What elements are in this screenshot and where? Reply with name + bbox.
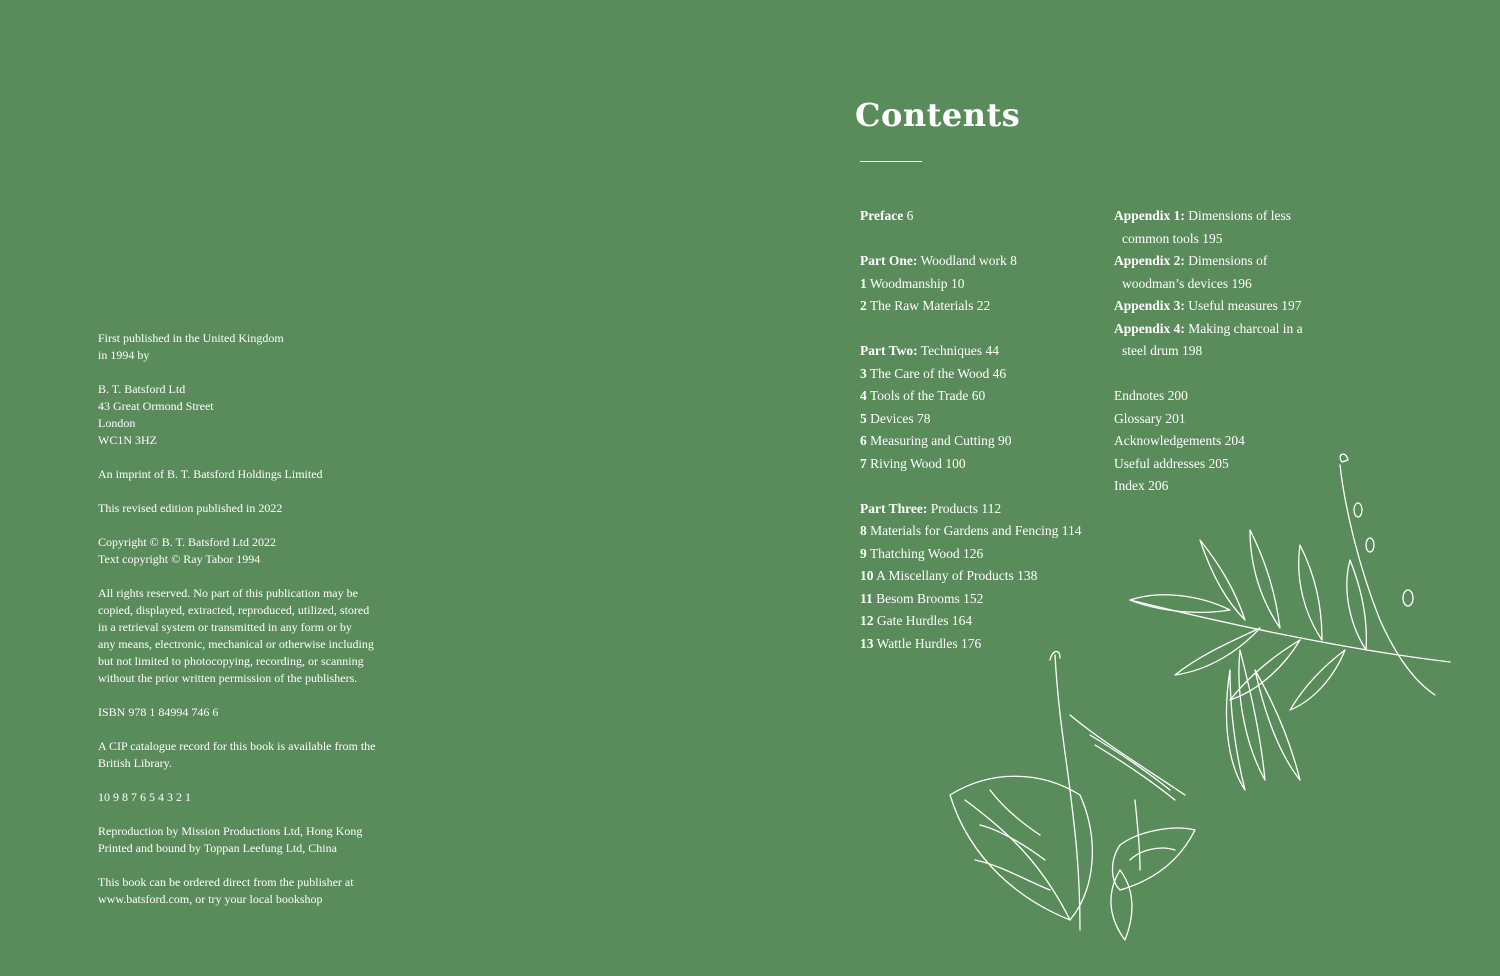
entry-page: 22 [976, 298, 991, 313]
entry-title: steel drum [1122, 343, 1179, 358]
imprint-paragraph: This revised edition published in 2022 [98, 501, 283, 515]
imprint-paragraph: First published in the United Kingdom in 1994 by [98, 331, 284, 362]
contents-entry [860, 340, 1110, 363]
entry-page: 78 [916, 410, 931, 426]
entry-lead: 11 [860, 590, 873, 606]
entry-lead: 3 [860, 365, 867, 381]
entry-title: woodman’s devices [1122, 275, 1229, 291]
imprint-paragraph: Copyright © B. T. Batsford Ltd 2022 Text copyright © Ray Tabor 1994 [98, 535, 277, 566]
entry-title: Thatching Wood [869, 545, 960, 561]
title-divider [860, 161, 922, 162]
entry-title: Riving Wood [870, 455, 942, 471]
entry-page: 60 [971, 388, 986, 403]
entry-title: Endnotes [1114, 388, 1165, 403]
entry-title: The Care of the Wood [869, 365, 990, 381]
imprint-paragraph: All rights reserved. No part of this publication may be copied, displayed, extracted, reproduced, utilized, stored in a retrieval system or transmitted in any form or by any means, electronic, mechanical or otherwise including but not limited to photocopying, recording, or scanning without the prior written permission of the publishers. [98, 586, 374, 685]
botanical-line-drawing-icon [930, 450, 1460, 950]
entry-title: Making charcoal in a [1188, 320, 1303, 336]
entry-lead: 7 [860, 455, 867, 471]
entry-lead: 5 [860, 410, 867, 426]
entry-page: 196 [1231, 275, 1252, 291]
entry-page: 164 [951, 613, 973, 628]
entry-page: 90 [998, 433, 1012, 448]
entry-title: Tools of the Trade [869, 388, 969, 403]
entry-page: 205 [1208, 455, 1229, 471]
imprint-paragraph: This book can be ordered direct from the publisher at www.batsford.com, or try your local bookshop [98, 875, 354, 906]
entry-page: 114 [1061, 523, 1082, 538]
entry-lead: Part Two: [860, 343, 918, 358]
entry-lead: 2 [860, 298, 867, 313]
contents-entry [860, 205, 1110, 228]
entry-lead: 8 [860, 523, 867, 538]
entry-page: 176 [961, 635, 982, 651]
entry-lead: 1 [860, 275, 867, 291]
contents-entry [860, 273, 1110, 296]
contents-gap [860, 318, 1110, 341]
imprint-paragraph: B. T. Batsford Ltd 43 Great Ormond Street London WC1N 3HZ [98, 382, 214, 447]
contents-entry [860, 385, 1110, 408]
entry-lead: 4 [860, 388, 867, 403]
entry-lead: Preface [860, 208, 904, 223]
entry-title: Glossary [1114, 410, 1162, 426]
entry-title: Useful addresses [1114, 455, 1206, 471]
entry-page: 152 [963, 590, 984, 606]
entry-title: Useful measures [1188, 298, 1278, 313]
imprint-paragraph: A CIP catalogue record for this book is available from the British Library. [98, 739, 376, 770]
contents-entry [860, 250, 1110, 273]
entry-lead: 9 [860, 545, 867, 561]
entry-page: 206 [1148, 478, 1169, 493]
entry-page: 8 [1010, 253, 1017, 268]
entry-title: A Miscellany of Products [876, 568, 1014, 583]
entry-title: Products [930, 500, 978, 516]
entry-title: Wattle Hurdles [876, 635, 958, 651]
entry-lead: Part One: [860, 253, 918, 268]
entry-page: 201 [1165, 410, 1186, 426]
entry-title: Woodland work [920, 253, 1007, 268]
contents-entry [1114, 228, 1344, 251]
entry-lead: Appendix 1: [1114, 208, 1185, 223]
contents-gap [1114, 363, 1344, 386]
entry-lead: Appendix 3: [1114, 298, 1185, 313]
contents-entry [1114, 205, 1344, 228]
entry-title: Gate Hurdles [876, 613, 949, 628]
imprint-paragraph: An imprint of B. T. Batsford Holdings Limited [98, 467, 323, 481]
contents-entry [1114, 385, 1344, 408]
entry-title: Materials for Gardens and Fencing [870, 523, 1059, 538]
entry-title: Devices [870, 410, 914, 426]
imprint-paragraph: 10 9 8 7 6 5 4 3 2 1 [98, 790, 191, 804]
entry-lead: Appendix 2: [1114, 253, 1185, 268]
contents-entry [860, 363, 1110, 386]
entry-title: Measuring and Cutting [870, 433, 995, 448]
entry-page: 10 [950, 275, 965, 291]
contents-entry [1114, 250, 1344, 273]
entry-page: 138 [1017, 568, 1038, 583]
contents-title: Contents [855, 96, 1021, 134]
entry-page: 112 [981, 500, 1002, 516]
entry-lead: 13 [860, 635, 874, 651]
entry-page: 6 [906, 208, 914, 223]
entry-page: 46 [992, 365, 1007, 381]
entry-title: Index [1114, 478, 1145, 493]
entry-title: Dimensions of less [1188, 208, 1292, 223]
entry-title: The Raw Materials [869, 298, 974, 313]
entry-page: 200 [1167, 388, 1188, 403]
imprint-page [98, 330, 418, 925]
entry-lead: Part Three: [860, 500, 928, 516]
entry-lead: Appendix 4: [1114, 320, 1185, 336]
entry-page: 100 [945, 455, 966, 471]
contents-entry [860, 295, 1110, 318]
entry-title: Woodmanship [869, 275, 948, 291]
entry-page: 44 [985, 343, 999, 358]
entry-page: 204 [1224, 433, 1245, 448]
contents-entry [1114, 273, 1344, 296]
entry-title: Techniques [920, 343, 983, 358]
entry-page: 197 [1281, 298, 1302, 313]
entry-title: Besom Brooms [876, 590, 960, 606]
contents-gap [860, 228, 1110, 251]
entry-page: 126 [963, 545, 984, 561]
contents-entry [860, 408, 1110, 431]
entry-title: Acknowledgements [1114, 433, 1222, 448]
entry-lead: 12 [860, 613, 874, 628]
imprint-paragraph: ISBN 978 1 84994 746 6 [98, 705, 219, 719]
entry-lead: 10 [860, 568, 874, 583]
imprint-paragraph: Reproduction by Mission Productions Ltd, Hong Kong Printed and bound by Toppan Leefung Ltd, China [98, 824, 363, 855]
contents-entry [1114, 295, 1344, 318]
entry-lead: 6 [860, 433, 867, 448]
entry-page: 195 [1202, 230, 1223, 246]
entry-page: 198 [1182, 343, 1203, 358]
contents-entry [1114, 408, 1344, 431]
contents-entry [1114, 318, 1344, 341]
contents-entry [1114, 340, 1344, 363]
entry-title: Dimensions of [1188, 253, 1268, 268]
entry-title: common tools [1122, 230, 1199, 246]
